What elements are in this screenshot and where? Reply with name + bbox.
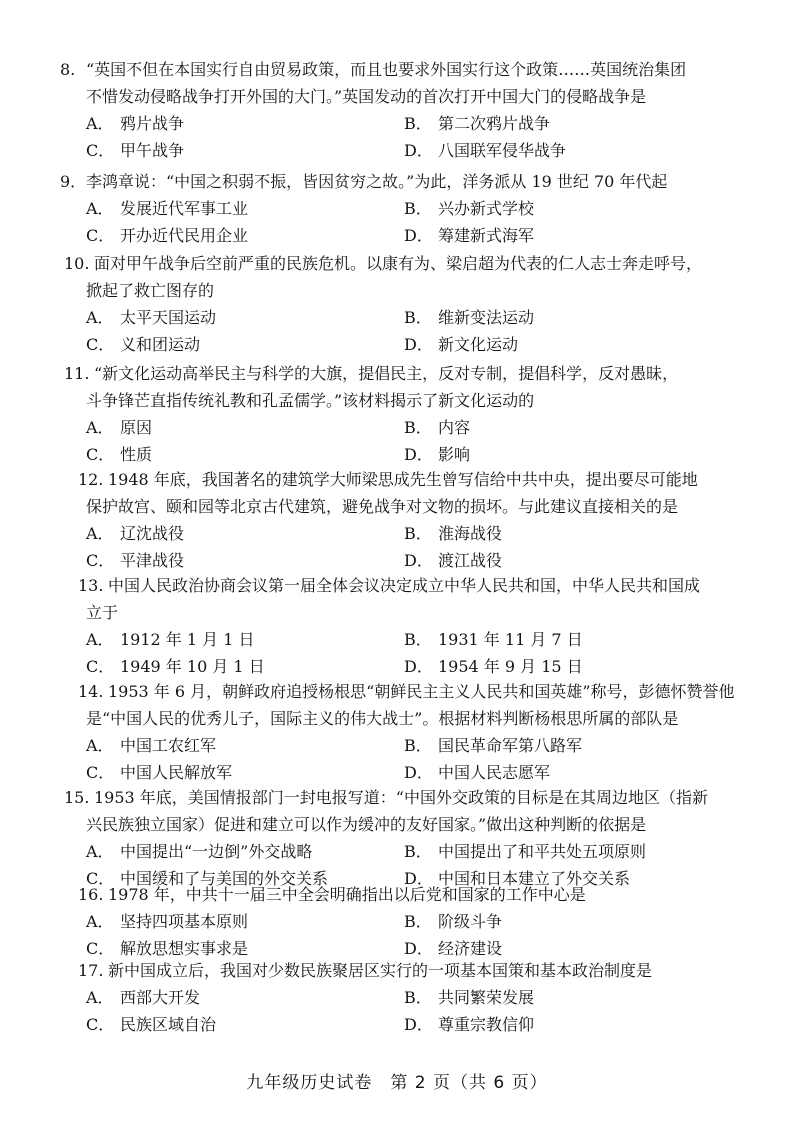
option-text: 民族区域自治 <box>120 1015 217 1034</box>
option-label: A． <box>86 842 114 861</box>
option-text: 影响 <box>438 445 471 464</box>
option-b <box>404 838 646 865</box>
option-text: 经济建设 <box>438 939 503 958</box>
option-a <box>86 110 184 137</box>
options-row <box>0 304 794 331</box>
option-text: 中国人民解放军 <box>120 763 233 782</box>
option-d <box>404 1011 534 1038</box>
option-a <box>86 304 216 331</box>
question-number: 16. <box>78 885 104 904</box>
option-text: 中国缓和了与美国的外交关系 <box>120 869 329 888</box>
question-text: 斗争锋芒直指传统礼教和孔孟儒学。”该材料揭示了新文化运动的 <box>86 391 535 410</box>
option-a <box>86 984 200 1011</box>
option-label: A． <box>86 988 114 1007</box>
option-d <box>404 653 583 680</box>
option-label: A． <box>86 912 114 931</box>
question-stem <box>0 784 794 811</box>
question-stem-continuation <box>0 705 794 732</box>
question-number: 9． <box>60 172 87 191</box>
option-d <box>404 137 566 164</box>
question-12 <box>0 466 794 574</box>
option-label: C． <box>86 141 115 160</box>
option-b <box>404 414 470 441</box>
option-label: B． <box>404 736 432 755</box>
options-row <box>0 732 794 759</box>
option-c <box>86 759 232 786</box>
options-row <box>0 195 794 222</box>
question-15 <box>0 784 794 892</box>
option-text: 内容 <box>438 418 471 437</box>
question-9 <box>0 168 794 249</box>
option-text: 1931 年 11 月 7 日 <box>438 630 583 649</box>
question-stem-continuation <box>0 277 794 304</box>
question-text: 中国人民政治协商会议第一届全体会议决定成立中华人民共和国，中华人民共和国成 <box>108 576 701 595</box>
option-label: A． <box>86 308 114 327</box>
question-stem <box>0 250 794 277</box>
options-row <box>0 137 794 164</box>
options-row <box>0 626 794 653</box>
option-text: 义和团运动 <box>120 335 201 354</box>
option-label: A． <box>86 736 114 755</box>
option-b <box>404 984 534 1011</box>
options-row <box>0 414 794 441</box>
option-b <box>404 195 534 222</box>
option-label: B． <box>404 418 432 437</box>
option-text: 阶级斗争 <box>438 912 503 931</box>
option-label: C． <box>86 335 115 354</box>
option-c <box>86 137 184 164</box>
option-label: C． <box>86 939 115 958</box>
option-text: 发展近代军事工业 <box>120 199 249 218</box>
question-stem <box>0 168 794 195</box>
option-label: D． <box>404 551 433 570</box>
option-label: C． <box>86 226 115 245</box>
option-text: 原因 <box>120 418 153 437</box>
option-text: 性质 <box>120 445 153 464</box>
options-row <box>0 759 794 786</box>
question-number: 11. <box>64 364 90 383</box>
options-row <box>0 984 794 1011</box>
option-d <box>404 331 518 358</box>
question-number: 8. <box>60 60 76 79</box>
question-stem <box>0 56 794 83</box>
option-label: D． <box>404 869 433 888</box>
question-text: 不惜发动侵略战争打开外国的大门。”英国发动的首次打开中国大门的侵略战争是 <box>86 87 647 106</box>
question-stem-continuation <box>0 811 794 838</box>
option-label: A． <box>86 418 114 437</box>
options-row <box>0 222 794 249</box>
option-text: 辽沈战役 <box>120 524 185 543</box>
option-text: 鸦片战争 <box>120 114 185 133</box>
option-a <box>86 195 248 222</box>
option-text: 中国提出了和平共处五项原则 <box>438 842 647 861</box>
option-text: 开办近代民用企业 <box>120 226 249 245</box>
question-stem-continuation <box>0 387 794 414</box>
option-a <box>86 414 152 441</box>
option-a <box>86 908 248 935</box>
option-text: 甲午战争 <box>120 141 185 160</box>
question-number: 15. <box>64 788 90 807</box>
option-c <box>86 547 184 574</box>
option-text: 八国联军侵华战争 <box>438 141 567 160</box>
question-stem-continuation <box>0 599 794 626</box>
option-label: B． <box>404 114 432 133</box>
option-label: D． <box>404 141 433 160</box>
option-a <box>86 838 312 865</box>
option-label: B． <box>404 524 432 543</box>
option-label: C． <box>86 445 115 464</box>
option-text: 渡江战役 <box>438 551 503 570</box>
option-text: 解放思想实事求是 <box>120 939 249 958</box>
option-text: 1949 年 10 月 1 日 <box>120 657 265 676</box>
question-17 <box>0 957 794 1038</box>
option-a <box>86 520 184 547</box>
option-b <box>404 110 550 137</box>
options-row <box>0 838 794 865</box>
option-b <box>404 732 582 759</box>
question-text: 保护故宫、颐和园等北京古代建筑，避免战争对文物的损坏。与此建议直接相关的是 <box>86 497 679 516</box>
option-b <box>404 304 534 331</box>
options-row <box>0 110 794 137</box>
option-text: 1954 年 9 月 15 日 <box>438 657 583 676</box>
option-d <box>404 222 534 249</box>
question-text: 兴民族独立国家）促进和建立可以作为缓冲的友好国家。”做出这种判断的依据是 <box>86 815 647 834</box>
option-label: B． <box>404 842 432 861</box>
question-stem <box>0 360 794 387</box>
option-label: C． <box>86 763 115 782</box>
option-c <box>86 331 200 358</box>
option-text: 淮海战役 <box>438 524 503 543</box>
question-text: 立于 <box>86 603 119 622</box>
option-label: B． <box>404 308 432 327</box>
page-footer: 九年级历史试卷 第 2 页（共 6 页） <box>246 1073 548 1093</box>
question-stem-continuation <box>0 83 794 110</box>
option-label: A． <box>86 630 114 649</box>
option-a <box>86 626 255 653</box>
question-number: 14. <box>78 682 104 701</box>
question-text: 新中国成立后，我国对少数民族聚居区实行的一项基本国策和基本政治制度是 <box>108 961 653 980</box>
question-stem <box>0 678 794 705</box>
question-11 <box>0 360 794 468</box>
options-row <box>0 1011 794 1038</box>
question-text: 1978 年，中共十一届三中全会明确指出以后党和国家的工作中心是 <box>108 885 586 904</box>
question-8 <box>0 56 794 164</box>
question-16 <box>0 881 794 962</box>
question-stem <box>0 881 794 908</box>
question-number: 10. <box>64 254 90 273</box>
option-a <box>86 732 216 759</box>
option-label: C． <box>86 551 115 570</box>
question-text: 1948 年底，我国著名的建筑学大师梁思成先生曾写信给中共中央，提出要尽可能地 <box>108 470 698 489</box>
option-label: D． <box>404 1015 433 1034</box>
option-label: B． <box>404 630 432 649</box>
option-text: 中国人民志愿军 <box>438 763 551 782</box>
question-14 <box>0 678 794 786</box>
option-text: 国民革命军第八路军 <box>438 736 583 755</box>
option-label: D． <box>404 657 433 676</box>
option-text: 坚持四项基本原则 <box>120 912 249 931</box>
option-c <box>86 441 152 468</box>
option-b <box>404 626 583 653</box>
option-text: 尊重宗教信仰 <box>438 1015 535 1034</box>
option-label: C． <box>86 1015 115 1034</box>
option-label: D． <box>404 226 433 245</box>
question-13 <box>0 572 794 680</box>
option-c <box>86 222 248 249</box>
option-b <box>404 908 502 935</box>
option-label: B． <box>404 199 432 218</box>
option-b <box>404 520 502 547</box>
option-label: D． <box>404 445 433 464</box>
option-text: 共同繁荣发展 <box>438 988 535 1007</box>
option-text: 平津战役 <box>120 551 185 570</box>
question-text: 李鸿章说：“中国之积弱不振，皆因贫穷之故。”为此，洋务派从 19 世纪 70 年代起 <box>86 172 668 191</box>
question-text: 面对甲午战争后空前严重的民族危机。以康有为、梁启超为代表的仁人志士奔走呼号， <box>94 254 703 273</box>
question-text: “新文化运动高举民主与科学的大旗，提倡民主，反对专制，提倡科学，反对愚昧， <box>94 364 679 383</box>
question-stem-continuation <box>0 493 794 520</box>
option-c <box>86 1011 216 1038</box>
option-text: 维新变法运动 <box>438 308 535 327</box>
option-text: 中国提出“一边倒”外交战略 <box>120 842 313 861</box>
option-label: B． <box>404 912 432 931</box>
question-10 <box>0 250 794 358</box>
option-text: 兴办新式学校 <box>438 199 535 218</box>
option-label: D． <box>404 335 433 354</box>
option-label: B． <box>404 988 432 1007</box>
option-label: C． <box>86 869 115 888</box>
options-row <box>0 908 794 935</box>
options-row <box>0 547 794 574</box>
option-label: A． <box>86 199 114 218</box>
option-label: A． <box>86 114 114 133</box>
question-text: 掀起了救亡图存的 <box>86 281 215 300</box>
option-text: 新文化运动 <box>438 335 519 354</box>
option-text: 中国和日本建立了外交关系 <box>438 869 631 888</box>
question-number: 12. <box>78 470 104 489</box>
option-text: 中国工农红军 <box>120 736 217 755</box>
question-text: 1953 年底，美国情报部门一封电报写道：“中国外交政策的目标是在其周边地区（指新 <box>94 788 708 807</box>
option-label: C． <box>86 657 115 676</box>
options-row <box>0 441 794 468</box>
question-number: 17. <box>78 961 104 980</box>
option-text: 西部大开发 <box>120 988 201 1007</box>
option-text: 1912 年 1 月 1 日 <box>120 630 255 649</box>
option-d <box>404 759 550 786</box>
option-text: 筹建新式海军 <box>438 226 535 245</box>
options-row <box>0 520 794 547</box>
option-text: 第二次鸦片战争 <box>438 114 551 133</box>
question-text: “英国不但在本国实行自由贸易政策，而且也要求外国实行这个政策……英国统治集团 <box>86 60 687 79</box>
option-d <box>404 441 470 468</box>
question-stem <box>0 957 794 984</box>
option-label: D． <box>404 763 433 782</box>
question-stem <box>0 466 794 493</box>
option-d <box>404 547 502 574</box>
options-row <box>0 331 794 358</box>
option-label: D． <box>404 939 433 958</box>
option-text: 太平天国运动 <box>120 308 217 327</box>
question-number: 13. <box>78 576 104 595</box>
option-c <box>86 653 265 680</box>
options-row <box>0 653 794 680</box>
question-text: 1953 年 6 月，朝鲜政府追授杨根思“朝鲜民主主义人民共和国英雄”称号，彭德怀赞誉他 <box>108 682 735 701</box>
option-label: A． <box>86 524 114 543</box>
question-text: 是“中国人民的优秀儿子，国际主义的伟大战士”。根据材料判断杨根思所属的部队是 <box>86 709 679 728</box>
question-stem <box>0 572 794 599</box>
